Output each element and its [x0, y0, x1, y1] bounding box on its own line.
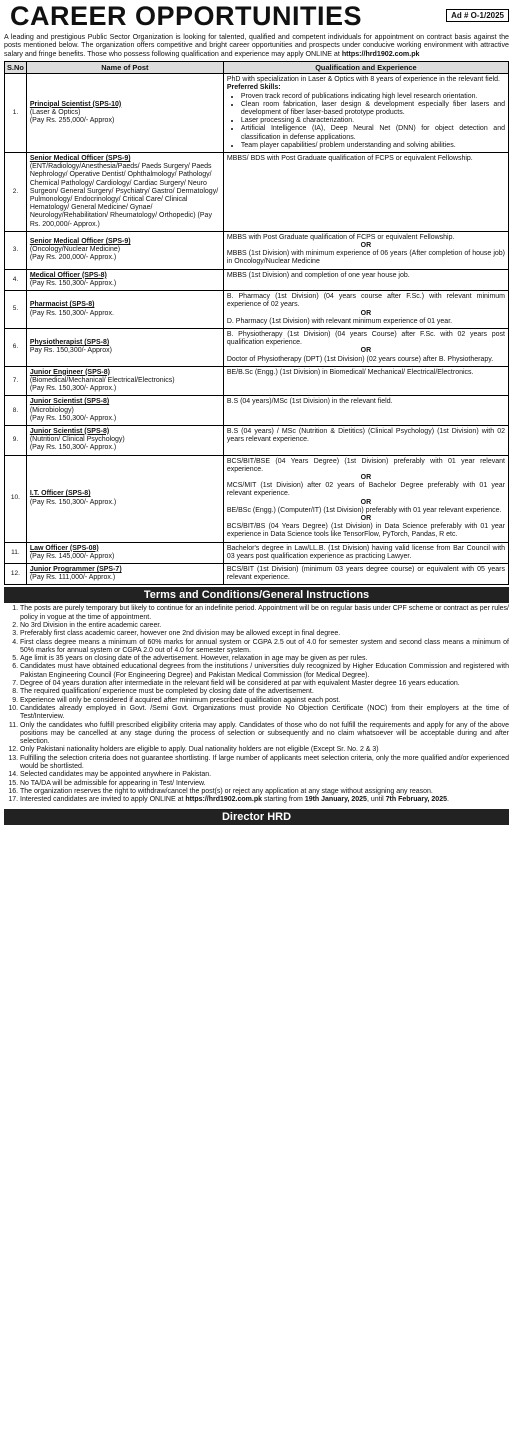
col-sno: S.No	[5, 62, 27, 74]
qualification-text: B.S (04 years) / MSc (Nutrition & Dietitics) (Clinical Psychology) (1st Division) with 02 years relevant experience.	[226, 427, 505, 444]
posts-table-body	[5, 74, 509, 585]
table-row	[5, 563, 509, 584]
qualification-text: MBBS (1st Division) with minimum experience of 06 years (After completion of house job) in Oncology/Nuclear Medicine	[226, 250, 505, 266]
post-details: (Laser & Optics)	[29, 109, 81, 117]
skills-list	[227, 93, 505, 150]
col-post: Name of Post	[26, 62, 223, 74]
term-last-pre: Interested candidates are invited to apply ONLINE at	[20, 796, 186, 804]
term-item: 15. No TA/DA will be admissible for appearing in Test/ Interview.	[20, 780, 509, 788]
row-post	[26, 542, 223, 563]
row-sno: 1.	[5, 74, 27, 153]
qualification-text: MBBS with Post Graduate qualification of FCPS or equivalent Fellowship.	[226, 233, 455, 241]
post-name: Junior Engineer (SPS-8)	[29, 368, 110, 376]
post-pay: (Pay Rs. 200,000/- Approx.)	[29, 254, 117, 262]
qualification-text: BE/BSc (Engg.) (Computer/IT) (1st Division) preferably with 01 year relevant experience.	[226, 506, 502, 514]
post-name: Law Officer (SPS-08)	[29, 544, 99, 552]
post-details: (ENT/Radiology/Anesthesia/Paeds/ Paeds Surgery/ Paeds Nephrology/ Operative Dentist/ Ophthalmology/ Pathology/ Chemical Pathology/ Cardiology/ Cardiac Surgery/ Neuro Surgeon/ General Surgery/ Psychiatry/ Gastro/ Dermatology/ Pulmonology/ Endocrinology/ Critical Care/ Clinical Hematology/ General Medicine/ Gynae/ Neurology/Rehabilitation/ Rheumatology/ Orthopedic) (Pay Rs. 200,000/- Approx.)	[29, 163, 219, 228]
qualification-text: D. Pharmacy (1st Division) with relevant minimum experience of 01 year.	[226, 317, 453, 325]
row-qualification	[223, 366, 508, 396]
post-details: (Biomedical/Mechanical/ Electrical/Electronics)	[29, 376, 175, 384]
term-item: 10. Candidates already employed in Govt. /Semi Govt. Organizations must provide No Objection Certificate (NOC) from their employers at the time of Test/Interview.	[20, 705, 509, 722]
post-name: Medical Officer (SPS-8)	[29, 271, 107, 279]
row-post	[26, 269, 223, 290]
table-row	[5, 153, 509, 232]
term-last-link[interactable]: https://hrd1902.com.pk	[185, 796, 263, 804]
post-name: Senior Medical Officer (SPS-9)	[29, 155, 131, 163]
post-pay: (Pay Rs. 150,300/- Approx.	[29, 309, 114, 317]
qualification-text: BCS/BIT/BSE (04 Years Degree) (1st Division) preferably with 01 year relevant experience.	[226, 457, 505, 473]
row-qualification	[223, 328, 508, 366]
row-sno: 12.	[5, 563, 27, 584]
row-post	[26, 425, 223, 455]
post-pay: Pay Rs. 150,300/- Approx)	[29, 347, 112, 355]
post-pay: (Pay Rs. 145,000/- Approx)	[29, 552, 115, 560]
post-pay: (Pay Rs. 150,300/- Approx.)	[29, 444, 117, 452]
term-item: 1. The posts are purely temporary but likely to continue for an indefinite period. Appointment will be on regular basis under CPF scheme or contract as per rules/ policy in vogue at the time of appointment.	[20, 605, 509, 622]
row-qualification	[223, 269, 508, 290]
table-row	[5, 455, 509, 542]
term-item: 5. Age limit is 35 years on closing date of the advertisement. However, relaxation in age may be given as per rules.	[20, 655, 509, 663]
row-sno: 6.	[5, 328, 27, 366]
qualification-text: MBBS/ BDS with Post Graduate qualification of FCPS or equivalent Fellowship.	[226, 155, 473, 163]
row-qualification	[223, 542, 508, 563]
row-sno: 8.	[5, 396, 27, 426]
preferred-skills-label: Preferred Skills:	[226, 84, 281, 92]
term-item: 2. No 3rd Division in the entire academic career.	[20, 622, 509, 630]
qualification-text: B. Pharmacy (1st Division) (04 years course after F.Sc.) with relevant minimum experience of 02 years.	[226, 293, 505, 309]
table-row	[5, 74, 509, 153]
advertisement-page	[4, 0, 509, 825]
skill-item: • Proven track record of publications indicating high level research orientation.	[241, 93, 505, 101]
skill-item: • Laser processing & characterization.	[241, 117, 505, 125]
term-item	[20, 796, 509, 804]
post-name: I.T. Officer (SPS-8)	[29, 490, 91, 498]
term-item: 3. Preferably first class academic career, however one 2nd division may be allowed except in final degree.	[20, 630, 509, 638]
term-item: 6. Candidates must have obtained educational degrees from the institutions / universities duly recognized by Higher Education Commission and registered with Pakistan Engineering Council (For Engineering Degree) and Pakistan Medical Commission (for Medical Degree).	[20, 663, 509, 680]
row-post	[26, 291, 223, 329]
table-row	[5, 366, 509, 396]
row-post	[26, 396, 223, 426]
or-separator: OR	[360, 473, 372, 481]
post-pay: (Pay Rs. 150,300/- Approx.)	[29, 498, 117, 506]
row-qualification	[223, 455, 508, 542]
post-name: Senior Medical Officer (SPS-9)	[29, 237, 131, 245]
skill-item: • Clean room fabrication, laser design & development especially fiber lasers and development of fiber laser-based prototype products.	[241, 101, 505, 117]
term-item: 13. Fulfilling the selection criteria does not guarantee shortlisting. If large number of applicants meet selection criteria, only the more qualified and/or experienced would be shortlisted.	[20, 755, 509, 772]
table-row	[5, 328, 509, 366]
post-name: Physiotherapist (SPS-8)	[29, 339, 110, 347]
term-item: 11. Only the candidates who fulfill prescribed eligibility criteria may apply. Candidates of those who do not fulfill the requirements and apply for any of the above positions may be cancelled at any stage during the process of selection or subsequently and no claim whatsoever will be acceptable during and after selection.	[20, 722, 509, 747]
row-qualification	[223, 563, 508, 584]
term-item: 7. Degree of 04 years duration after intermediate in the relevant field will be considered at par with equivalent Master degree 16 years education.	[20, 680, 509, 688]
row-qualification	[223, 74, 508, 153]
qualification-text: B.S (04 years)/MSc (1st Division) in the relevant field.	[226, 398, 393, 406]
row-qualification	[223, 425, 508, 455]
post-name: Principal Scientist (SPS-10)	[29, 100, 122, 108]
intro-paragraph	[4, 33, 509, 58]
qualification-text: Bachelor's degree in Law/LL.B. (1st Division) having valid license from Bar Council with 03 years post qualification experience as practicing Lawyer.	[226, 544, 505, 560]
row-post	[26, 366, 223, 396]
row-sno: 10.	[5, 455, 27, 542]
row-qualification	[223, 396, 508, 426]
term-last-post: .	[446, 796, 449, 804]
qualification-text: PhD with specialization in Laser & Optics with 8 years of experience in the relevant field.	[226, 76, 500, 84]
term-item: 16. The organization reserves the right to withdraw/cancel the post(s) or reject any application at any stage without assigning any reason.	[20, 788, 509, 796]
term-item: 14. Selected candidates may be appointed anywhere in Pakistan.	[20, 771, 509, 779]
post-name: Pharmacist (SPS-8)	[29, 301, 95, 309]
intro-text: A leading and prestigious Public Sector Organization is looking for talented, qualified and competent individuals for appointment on contract basis against the posts mentioned below. The organization offers competitive and bright career opportunities and prospects under conducive working environment with attractive salary and fringe benefits. Those who possess following qualification and experience may apply ONLINE at	[4, 33, 509, 58]
skill-item: • Artificial Intelligence (IA), Deep Neural Net (DNN) for object detection and classification in defense applications.	[241, 125, 505, 141]
posts-table	[4, 61, 509, 585]
qualification-text: BCS/BIT (1st Division) (minimum 03 years degree course) or equivalent with 05 years relevant experience.	[226, 565, 505, 582]
row-post	[26, 74, 223, 153]
intro-apply-link[interactable]: https://hrd1902.com.pk	[341, 49, 420, 58]
post-name: Junior Programmer (SPS-7)	[29, 565, 122, 573]
post-pay: (Pay Rs. 255,000/- Approx)	[29, 117, 115, 125]
table-row	[5, 291, 509, 329]
post-pay: (Pay Rs. 111,000/- Approx.)	[29, 574, 116, 582]
table-row	[5, 396, 509, 426]
term-last-end-pre: , until	[366, 796, 386, 804]
term-last-end: 7th February, 2025	[385, 796, 447, 804]
row-sno: 3.	[5, 231, 27, 269]
row-sno: 4.	[5, 269, 27, 290]
terms-heading: Terms and Conditions/General Instructions	[4, 587, 509, 603]
qualification-text: BE/B.Sc (Engg.) (1st Division) in Biomedical/ Mechanical/ Electrical/Electronics.	[226, 368, 474, 376]
row-qualification	[223, 291, 508, 329]
header	[4, 0, 509, 30]
row-sno: 5.	[5, 291, 27, 329]
post-details: (Microbiology)	[29, 406, 74, 414]
or-separator: OR	[360, 347, 372, 355]
row-post	[26, 231, 223, 269]
row-post	[26, 153, 223, 232]
col-qual: Qualification and Experience	[223, 62, 508, 74]
footer-signature: Director HRD	[4, 809, 509, 825]
table-row	[5, 269, 509, 290]
page-title: CAREER OPPORTUNITIES	[10, 1, 363, 31]
qualification-text: B. Physiotherapy (1st Division) (04 years Course) after F.Sc. with 02 years post qualification experience.	[226, 330, 505, 347]
table-row	[5, 231, 509, 269]
row-post	[26, 455, 223, 542]
row-post	[26, 563, 223, 584]
qualification-text: MBBS (1st Division) and completion of one year house job.	[226, 271, 410, 279]
row-sno: 7.	[5, 366, 27, 396]
term-last-mid: starting from	[262, 796, 305, 804]
term-last-start: 19th January, 2025	[304, 796, 367, 804]
row-sno: 9.	[5, 425, 27, 455]
term-item: 9. Experience will only be considered if acquired after minimum prescribed qualification against each post.	[20, 697, 509, 705]
row-qualification	[223, 231, 508, 269]
post-name: Junior Scientist (SPS-8)	[29, 398, 110, 406]
qualification-text: BCS/BIT/BS (04 Years Degree) (1st Division) in Data Science preferably with 01 year experience in Data Science tools like TensorFlow, PyTorch, Pandas, R etc.	[226, 523, 505, 539]
or-separator: OR	[360, 309, 372, 317]
post-pay: (Pay Rs. 150,300/- Approx.)	[29, 385, 117, 393]
row-sno: 11.	[5, 542, 27, 563]
skill-item: • Team player capabilities/ problem understanding and solving abilities.	[241, 142, 505, 150]
terms-list	[4, 605, 509, 804]
ad-number-badge: Ad # O-1/2025	[446, 9, 509, 22]
or-separator: OR	[360, 242, 372, 250]
or-separator: OR	[360, 514, 372, 522]
post-details: (Nutrition/ Clinical Psychology)	[29, 436, 125, 444]
or-separator: OR	[360, 498, 372, 506]
row-qualification	[223, 153, 508, 232]
post-name: Junior Scientist (SPS-8)	[29, 427, 110, 435]
row-sno: 2.	[5, 153, 27, 232]
row-post	[26, 328, 223, 366]
table-row	[5, 425, 509, 455]
term-item: 8. The required qualification/ experience must be completed by closing date of the advertisement.	[20, 688, 509, 696]
post-pay: (Pay Rs. 150,300/- Approx.)	[29, 279, 117, 287]
post-details: (Oncology/Nuclear Medicine)	[29, 246, 121, 254]
qualification-text: Doctor of Physiotherapy (DPT) (1st Division) (02 years course) after B. Physiotherapy.	[226, 355, 494, 363]
table-header-row	[5, 62, 509, 74]
table-row	[5, 542, 509, 563]
post-pay: (Pay Rs. 150,300/- Approx.)	[29, 414, 117, 422]
term-item: 12. Only Pakistani nationality holders are eligible to apply. Dual nationality holders are not eligible (Except Sr. No. 2 & 3)	[20, 746, 509, 754]
term-item: 4. First class degree means a minimum of 60% marks for annual system or CGPA 2.5 out of 4.0 for semester system and second class means a minimum of 50% marks for annual system or CGPA 2.0 out of 4.0 for semester system.	[20, 639, 509, 656]
qualification-text: MCS/MIT (1st Division) after 02 years of Bachelor Degree preferably with 01 year relevant experience.	[226, 482, 505, 498]
